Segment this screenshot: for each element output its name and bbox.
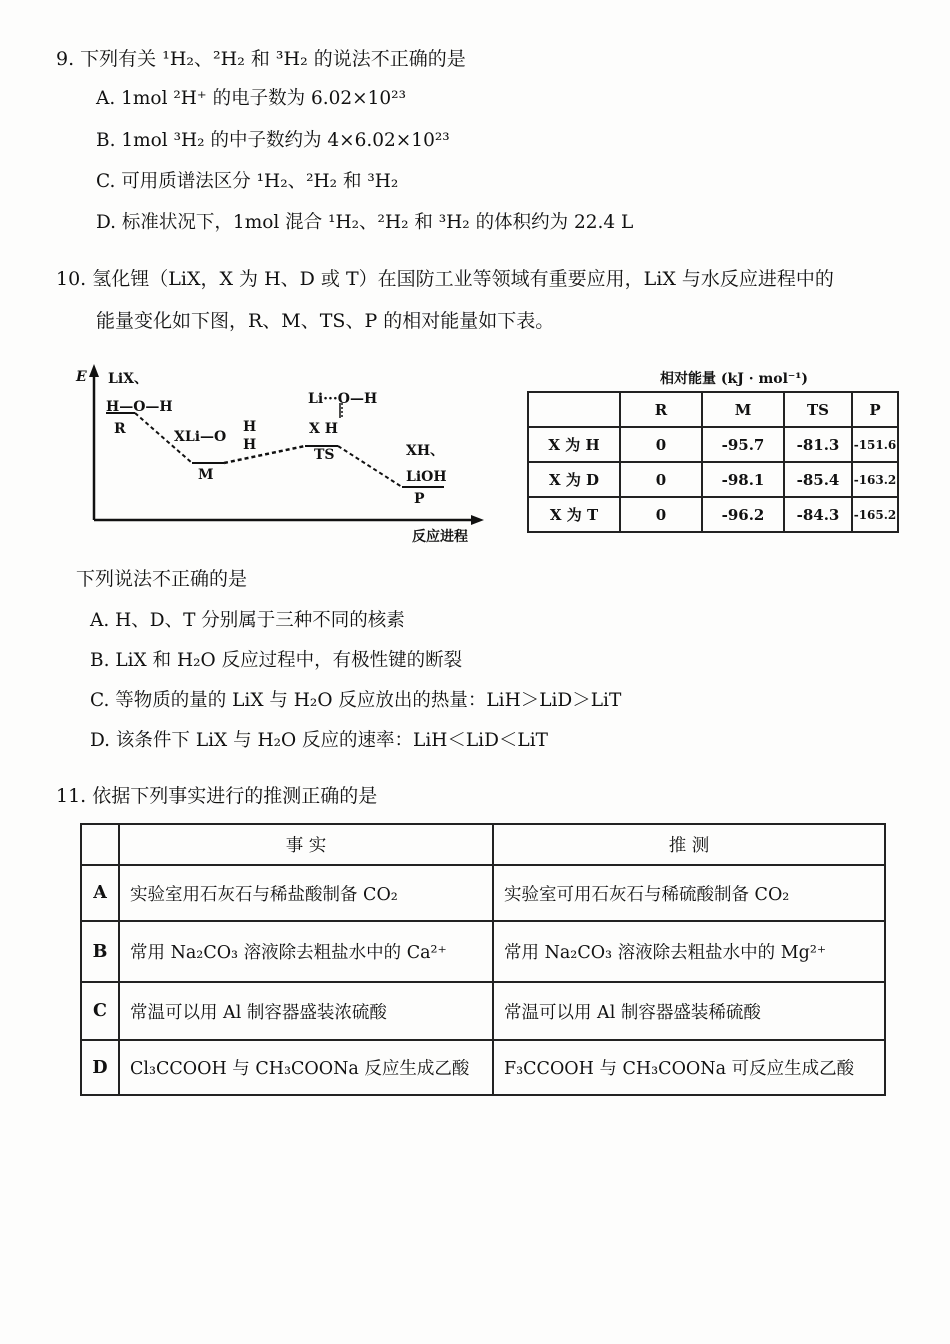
facts-table: [80, 823, 886, 1096]
q10-option-d: D. 该条件下 LiX 与 H₂O 反应的速率：LiH＜LiD＜LiT: [90, 730, 548, 751]
table-cell: -98.1: [702, 462, 784, 497]
table-row: [81, 865, 885, 921]
q9-option-a: A. 1mol ²H⁺ 的电子数为 6.02×10²³: [96, 88, 407, 109]
header-cell: [528, 392, 620, 427]
header-cell: M: [702, 392, 784, 427]
q11-stem: 11. 依据下列事实进行的推测正确的是: [56, 785, 378, 807]
q9-option-d: D. 标准状况下，1mol 混合 ¹H₂、²H₂ 和 ³H₂ 的体积约为 22.4 L: [96, 212, 634, 233]
row-guess: 常用 Na₂CO₃ 溶液除去粗盐水中的 Mg²⁺: [493, 921, 885, 982]
r-reactant-water: H—O—H: [106, 399, 173, 415]
q10-prompt: 下列说法不正确的是: [76, 568, 248, 590]
q9-option-c: C. 可用质谱法区分 ¹H₂、²H₂ 和 ³H₂: [96, 171, 399, 192]
x-axis-arrow: [471, 515, 484, 525]
table-cell: -81.3: [784, 427, 852, 462]
energy-table-title: 相对能量 (kJ · mol⁻¹): [660, 371, 809, 387]
row-fact: 常用 Na₂CO₃ 溶液除去粗盐水中的 Ca²⁺: [119, 921, 493, 982]
q10-option-a: A. H、D、T 分别属于三种不同的核素: [90, 610, 405, 631]
table-cell: -85.4: [784, 462, 852, 497]
q10-option-c: C. 等物质的量的 LiX 与 H₂O 反应放出的热量：LiH＞LiD＞LiT: [90, 690, 622, 711]
header-cell-empty: [81, 824, 119, 865]
table-cell: X 为 H: [528, 427, 620, 462]
row-fact: 实验室用石灰石与稀盐酸制备 CO₂: [119, 865, 493, 921]
table-row: [528, 462, 898, 497]
table-row: [81, 982, 885, 1040]
axis-y-label: E: [76, 369, 87, 385]
facts-table-header: [81, 824, 885, 865]
header-cell: P: [852, 392, 898, 427]
header-fact: 事 实: [119, 824, 493, 865]
header-cell: TS: [784, 392, 852, 427]
q9-option-b: B. 1mol ³H₂ 的中子数约为 4×6.02×10²³: [96, 130, 450, 151]
r-label: R: [114, 421, 126, 437]
m-h-upper: H: [243, 419, 257, 435]
row-fact: 常温可以用 Al 制容器盛装浓硫酸: [119, 982, 493, 1040]
row-key: D: [81, 1040, 119, 1095]
row-fact: Cl₃CCOOH 与 CH₃COONa 反应生成乙酸: [119, 1040, 493, 1095]
header-guess: 推 测: [493, 824, 885, 865]
energy-diagram: [72, 360, 502, 550]
q10-stem-line2: 能量变化如下图，R、M、TS、P 的相对能量如下表。: [96, 310, 555, 332]
path-m-ts: [224, 446, 305, 463]
table-row: [528, 427, 898, 462]
row-key: C: [81, 982, 119, 1040]
y-axis-arrow: [89, 364, 99, 377]
row-guess: 常温可以用 Al 制容器盛装稀硫酸: [493, 982, 885, 1040]
table-cell: 0: [620, 427, 702, 462]
table-cell: -163.2: [852, 462, 898, 497]
table-row: [81, 921, 885, 982]
table-cell: 0: [620, 497, 702, 532]
r-reactant-top: LiX、: [108, 371, 149, 387]
m-label: M: [198, 467, 214, 483]
table-cell: -95.7: [702, 427, 784, 462]
energy-table-header: [528, 392, 898, 427]
table-row: [528, 497, 898, 532]
header-cell: R: [620, 392, 702, 427]
table-cell: -96.2: [702, 497, 784, 532]
m-h-lower: H: [243, 437, 257, 453]
path-ts-p: [338, 446, 402, 487]
q10-option-b: B. LiX 和 H₂O 反应过程中，有极性键的断裂: [90, 650, 463, 671]
p-product-lioh: LiOH: [406, 469, 447, 485]
row-guess: F₃CCOOH 与 CH₃COONa 可反应生成乙酸: [493, 1040, 885, 1095]
table-cell: -165.2: [852, 497, 898, 532]
ts-structure-top: Li···O—H: [308, 391, 378, 407]
energy-table: [527, 391, 899, 533]
table-cell: -151.6: [852, 427, 898, 462]
ts-structure-bottom: X H: [309, 421, 338, 437]
axis-x-label: 反应进程: [412, 529, 468, 545]
table-cell: 0: [620, 462, 702, 497]
p-label: P: [414, 491, 425, 507]
p-product-top: XH、: [406, 443, 445, 459]
m-structure: XLi—O: [174, 429, 227, 445]
table-cell: X 为 D: [528, 462, 620, 497]
table-cell: X 为 T: [528, 497, 620, 532]
table-cell: -84.3: [784, 497, 852, 532]
row-key: B: [81, 921, 119, 982]
row-guess: 实验室可用石灰石与稀硫酸制备 CO₂: [493, 865, 885, 921]
row-key: A: [81, 865, 119, 921]
q10-stem-line1: 10. 氢化锂（LiX，X 为 H、D 或 T）在国防工业等领域有重要应用，LiX 与水反应进程中的: [56, 268, 834, 290]
ts-label: TS: [314, 447, 335, 463]
q9-stem: 9. 下列有关 ¹H₂、²H₂ 和 ³H₂ 的说法不正确的是: [56, 48, 466, 70]
table-row: [81, 1040, 885, 1095]
